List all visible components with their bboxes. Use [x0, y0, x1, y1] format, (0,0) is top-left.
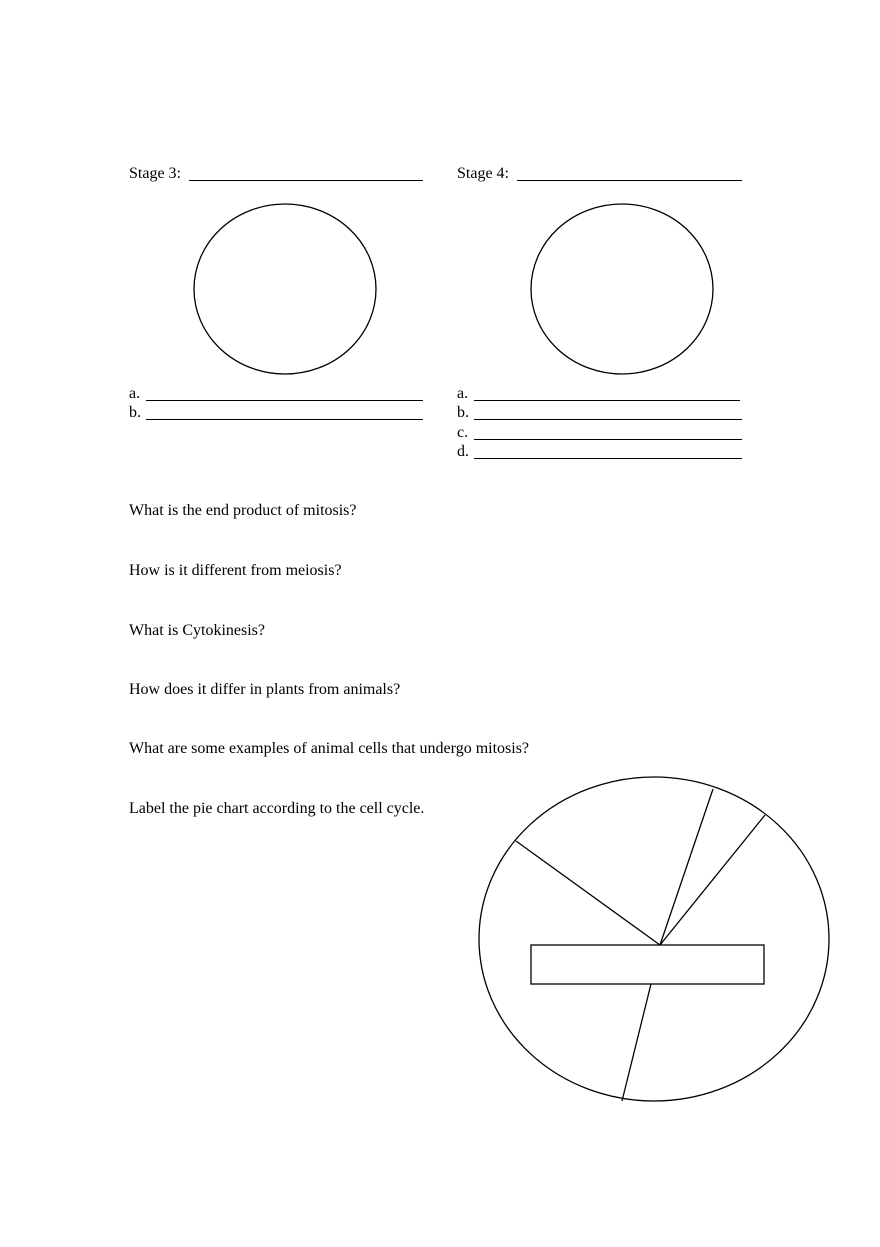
- pie-divider-2: [660, 789, 713, 945]
- question-animal-cell-examples: What are some examples of animal cells that undergo mitosis?: [129, 740, 530, 757]
- stage3-item-b-letter: b.: [129, 404, 141, 421]
- stage4-item-a-blank[interactable]: [474, 400, 740, 401]
- pie-divider-3: [660, 815, 765, 945]
- stage4-name-blank[interactable]: [517, 180, 742, 181]
- stage4-item-c-letter: c.: [457, 424, 469, 441]
- stage4-item-b-blank[interactable]: [474, 419, 742, 420]
- stage4-item-a-letter: a.: [457, 385, 469, 402]
- question-meiosis-difference: How is it different from meiosis?: [129, 562, 342, 579]
- pie-center-label-box[interactable]: [531, 945, 764, 984]
- pie-chart-outline: [479, 777, 829, 1101]
- stage4-label: Stage 4:: [457, 165, 509, 182]
- pie-divider-4: [622, 984, 651, 1101]
- stage3-item-a-letter: a.: [129, 385, 141, 402]
- stage4-item-d-letter: d.: [457, 443, 469, 460]
- question-plants-vs-animals: How does it differ in plants from animals?: [129, 681, 401, 698]
- stage4-item-b-letter: b.: [457, 404, 469, 421]
- stage4-cell-circle: [531, 204, 713, 374]
- stage4-item-c-blank[interactable]: [474, 439, 742, 440]
- question-cytokinesis: What is Cytokinesis?: [129, 622, 265, 639]
- stage4-item-d-blank[interactable]: [474, 458, 742, 459]
- stage3-item-a-blank[interactable]: [146, 400, 423, 401]
- stage3-label: Stage 3:: [129, 165, 181, 182]
- stage3-cell-circle: [194, 204, 376, 374]
- cell-cycle-pie-chart: [479, 777, 829, 1101]
- stage3-item-b-blank[interactable]: [146, 419, 423, 420]
- pie-divider-1: [516, 841, 660, 945]
- question-end-product: What is the end product of mitosis?: [129, 502, 357, 519]
- instruction-label-pie-chart: Label the pie chart according to the cell cycle.: [129, 800, 425, 817]
- stage3-name-blank[interactable]: [189, 180, 423, 181]
